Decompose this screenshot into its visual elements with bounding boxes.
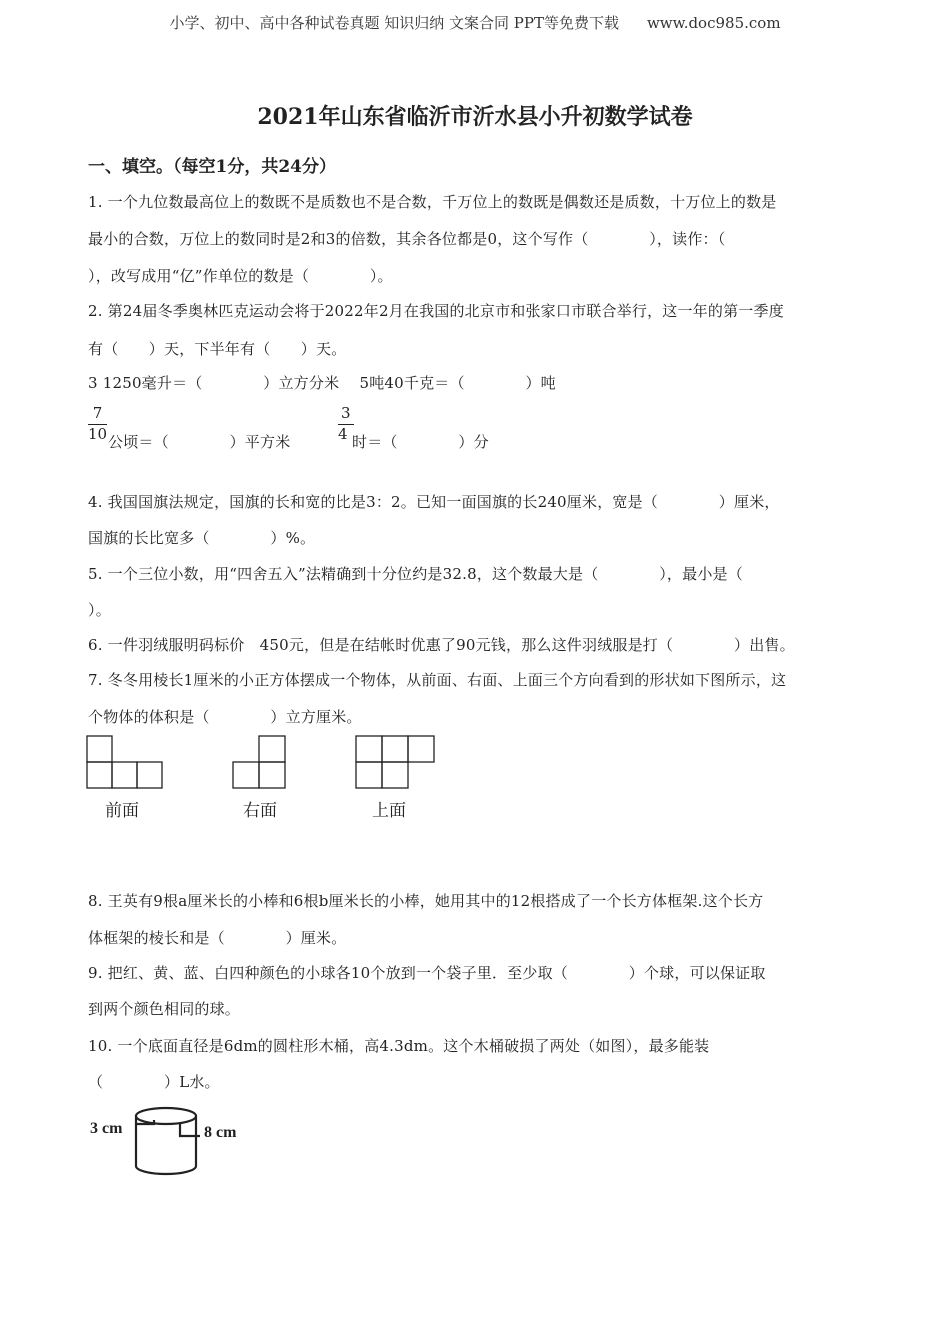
q8-line-1: 8. 王英有9根a厘米长的小棒和6根b厘米长的小棒，她用其中的12根搭成了一个长方体框架.这个长方: [88, 892, 764, 910]
section-heading: 一、填空。（每空1分，共24分）: [88, 157, 336, 177]
fraction-numerator: 7: [88, 404, 107, 425]
q1-line-2: 最小的合数，万位上的数同时是2和3的倍数，其余各位都是0，这个写作（ ），读作：（: [88, 230, 726, 248]
q5-line-1: 5. 一个三位小数，用“四舍五入”法精确到十分位约是32.8，这个数最大是（ ），最小是（: [88, 565, 743, 583]
page-header: [0, 12, 950, 33]
q2-line-2: 有（ ）天，下半年有（ ）天。: [88, 340, 347, 358]
q9-line-2: 到两个颜色相同的球。: [88, 1000, 241, 1018]
q6-line-1: 6. 一件羽绒服明码标价 450元，但是在结帐时优惠了90元钱，那么这件羽绒服是打（ ）出售。: [88, 636, 795, 654]
view-label-front: 前面: [105, 801, 139, 821]
q4-line-1: 4. 我国国旗法规定，国旗的长和宽的比是3：2。已知一面国旗的长240厘米，宽是（ ）厘米，: [88, 493, 780, 511]
q3-rest-2: 时＝（ ）分: [352, 433, 489, 451]
view-label-top: 上面: [372, 801, 406, 821]
bucket-figure: [130, 1102, 260, 1182]
q9-line-1: 9. 把红、黄、蓝、白四种颜色的小球各10个放到一个袋子里．至少取（ ）个球，可以保证取: [88, 964, 766, 982]
fraction-denominator: 10: [88, 425, 108, 443]
fraction-7-10: [88, 404, 107, 443]
front-view-grid: [87, 736, 162, 788]
q1-line-3: ），改写成用“亿”作单位的数是（ ）。: [88, 267, 393, 285]
q7-views-figure: [86, 735, 446, 795]
header-site: www.doc985.com: [646, 14, 781, 32]
q3-rest-1: 公顷＝（ ）平方米: [108, 433, 291, 451]
fraction-denominator: 4: [338, 425, 348, 443]
q7-line-1: 7. 冬冬用棱长1厘米的小正方体摆成一个物体，从前面、右面、上面三个方向看到的形状如下图所示，这: [88, 671, 787, 689]
fraction-numerator: 3: [338, 404, 354, 425]
header-text: 小学、初中、高中各种试卷真题 知识归纳 文案合同 PPT等免费下载: [169, 14, 619, 32]
page-title: 2021年山东省临沂市沂水县小升初数学试卷: [257, 104, 693, 130]
view-label-right: 右面: [243, 801, 277, 821]
q4-line-2: 国旗的长比宽多（ ）%。: [88, 529, 316, 547]
q10-line-2: （ ）L水。: [88, 1073, 220, 1091]
top-view-grid: [356, 736, 434, 788]
q5-line-2: ）。: [88, 601, 111, 619]
q7-line-2: 个物体的体积是（ ）立方厘米。: [88, 708, 362, 726]
bucket-label-3cm: 3 cm: [90, 1120, 123, 1137]
q3-line-1: 3 1250毫升＝（ ）立方分米 5吨40千克＝（ ）吨: [88, 374, 556, 392]
q8-line-2: 体框架的棱长和是（ ）厘米。: [88, 929, 347, 947]
bucket-label-8cm: 8 cm: [204, 1124, 237, 1141]
q10-line-1: 10. 一个底面直径是6dm的圆柱形木桶，高4.3dm。这个木桶破损了两处（如图），最多能装: [88, 1037, 710, 1055]
q1-line-1: 1. 一个九位数最高位上的数既不是质数也不是合数，千万位上的数既是偶数还是质数，十万位上的数是: [88, 193, 777, 211]
q2-line-1: 2. 第24届冬季奥林匹克运动会将于2022年2月在我国的北京市和张家口市联合举行，这一年的第一季度: [88, 302, 784, 320]
right-view-grid: [233, 736, 285, 788]
